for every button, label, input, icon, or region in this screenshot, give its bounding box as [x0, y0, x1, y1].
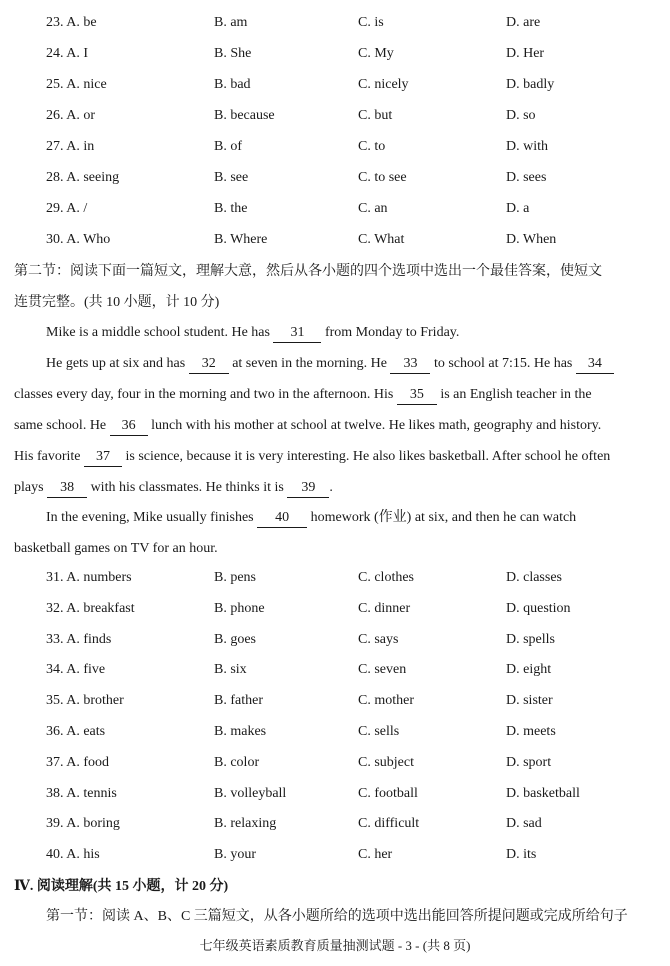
question-29-options — [0, 199, 670, 219]
option-c: C. dinner — [358, 600, 411, 616]
option-a: 35. A. brother — [46, 693, 124, 709]
blank-31: 31 — [273, 324, 321, 343]
option-a: 34. A. five — [46, 662, 106, 678]
question-28-options — [0, 168, 670, 188]
option-d: D. eight — [506, 662, 552, 678]
question-30-options — [0, 230, 670, 250]
option-c: C. clothes — [358, 570, 414, 585]
passage-text: at seven in the morning. He — [232, 356, 387, 371]
passage-text: . — [329, 480, 333, 495]
passage-line-1 — [46, 323, 656, 343]
option-b: B. goes — [214, 631, 256, 647]
option-a: 27. A. in — [46, 139, 95, 154]
option-d: D. classes — [506, 570, 562, 585]
question-23-options — [0, 13, 670, 33]
option-d: D. sees — [506, 170, 547, 185]
option-a: 39. A. boring — [46, 816, 120, 832]
option-a: 40. A. his — [46, 847, 100, 863]
passage-text: In the evening, Mike usually finishes — [46, 510, 254, 525]
option-a: 28. A. seeing — [46, 170, 120, 185]
option-b: B. bad — [214, 77, 251, 92]
passage-text: to school at 7:15. He has — [433, 356, 573, 371]
section4-heading: Ⅳ. 阅读理解(共 15 小题，计 20 分) — [14, 879, 229, 894]
option-d: D. sister — [506, 693, 553, 709]
question-26-options — [0, 106, 670, 126]
option-a: 32. A. breakfast — [46, 600, 135, 616]
option-b: B. volleyball — [214, 785, 287, 801]
option-d: D. meets — [506, 724, 556, 739]
option-a: 25. A. nice — [46, 77, 107, 92]
option-d: D. spells — [506, 631, 555, 647]
option-a: 23. A. be — [46, 15, 97, 30]
passage-line-6 — [14, 478, 656, 498]
option-d: D. with — [506, 139, 548, 154]
option-c: C. difficult — [358, 816, 420, 832]
question-24-options — [0, 44, 670, 64]
blank-38: 38 — [47, 479, 87, 498]
passage-text: His favorite — [14, 449, 81, 464]
option-b: B. Where — [214, 232, 268, 247]
question-32-options — [0, 599, 670, 619]
option-b: B. relaxing — [214, 816, 277, 832]
option-d: D. a — [506, 201, 530, 216]
option-c: C. football — [358, 785, 418, 801]
option-a: 29. A. / — [46, 201, 88, 216]
passage-line-3 — [14, 385, 656, 405]
option-c: C. says — [358, 631, 399, 647]
option-b: B. color — [214, 754, 260, 770]
section4-subheading: 第一节：阅读 A、B、C 三篇短文，从各小题所给的选项中选出能回答所提问题或完成所给句子 — [46, 909, 628, 924]
option-a: 36. A. eats — [46, 724, 106, 739]
option-c: C. nicely — [358, 77, 409, 92]
passage-text: classes every day, four in the morning and two in the afternoon. His — [14, 387, 394, 402]
option-c: C. her — [358, 847, 393, 863]
passage-text: same school. He — [14, 418, 107, 433]
option-b: B. six — [214, 662, 247, 678]
passage-text: with his classmates. He thinks it is — [90, 480, 284, 495]
option-a: 37. A. food — [46, 754, 109, 770]
passage-text: He gets up at six and has — [46, 356, 186, 371]
passage-text: homework (作业) at six, and then he can watch — [310, 510, 577, 525]
question-39-options — [0, 814, 670, 834]
question-27-options — [0, 137, 670, 157]
option-d: D. its — [506, 847, 537, 863]
option-b: B. am — [214, 15, 248, 30]
option-b: B. your — [214, 847, 256, 863]
question-38-options — [0, 784, 670, 804]
option-b: B. She — [214, 46, 252, 61]
passage-text: plays — [14, 480, 44, 495]
option-b: B. father — [214, 693, 263, 709]
option-b: B. phone — [214, 600, 265, 616]
option-b: B. pens — [214, 570, 256, 585]
passage-line-5 — [14, 447, 656, 467]
passage-line-7 — [46, 508, 656, 528]
section2-instruction-line2: 连贯完整。(共 10 小题，计 10 分) — [14, 295, 220, 310]
option-a: 38. A. tennis — [46, 785, 117, 801]
question-36-options — [0, 722, 670, 742]
passage-text: is science, because it is very interesting. He also likes basketball. After school he often — [125, 449, 611, 464]
option-a: 33. A. finds — [46, 631, 112, 647]
option-b: B. because — [214, 108, 275, 123]
option-c: C. What — [358, 232, 405, 247]
page-footer: 七年级英语素质教育质量抽测试题 - 3 - (共 8 页) — [199, 938, 471, 953]
question-34-options — [0, 660, 670, 680]
question-33-options — [0, 630, 670, 650]
option-d: D. question — [506, 600, 571, 616]
option-d: D. badly — [506, 77, 555, 92]
passage-text: Mike is a middle school student. He has — [46, 325, 270, 340]
option-b: B. makes — [214, 724, 267, 739]
blank-34: 34 — [576, 355, 614, 374]
option-c: C. sells — [358, 724, 400, 739]
passage-text: is an English teacher in the — [440, 387, 592, 402]
blank-36: 36 — [110, 417, 148, 436]
option-a: 24. A. I — [46, 46, 88, 61]
option-d: D. Her — [506, 46, 545, 61]
blank-40: 40 — [257, 509, 307, 528]
question-31-options — [0, 568, 670, 588]
option-c: C. to see — [358, 170, 407, 185]
option-b: B. see — [214, 170, 249, 185]
option-c: C. My — [358, 46, 394, 61]
option-b: B. the — [214, 201, 248, 216]
question-35-options — [0, 691, 670, 711]
passage-text: lunch with his mother at school at twelve. He likes math, geography and history. — [151, 418, 602, 433]
option-d: D. sad — [506, 816, 542, 832]
option-c: C. subject — [358, 754, 414, 770]
option-c: C. but — [358, 108, 393, 123]
section2-instruction-line1: 第二节：阅读下面一篇短文，理解大意，然后从各小题的四个选项中选出一个最佳答案，使短文 — [14, 264, 602, 279]
option-d: D. When — [506, 232, 557, 247]
option-c: C. mother — [358, 693, 414, 709]
passage-line-4 — [14, 416, 656, 436]
passage-line-8: basketball games on TV for an hour. — [14, 541, 218, 556]
option-d: D. basketball — [506, 785, 580, 801]
option-d: D. so — [506, 108, 536, 123]
option-a: 31. A. numbers — [46, 570, 132, 585]
passage-text: from Monday to Friday. — [324, 325, 460, 340]
option-c: C. to — [358, 139, 386, 154]
blank-39: 39 — [287, 479, 329, 498]
option-a: 30. A. Who — [46, 232, 111, 247]
question-25-options — [0, 75, 670, 95]
question-40-options — [0, 845, 670, 865]
question-37-options — [0, 753, 670, 773]
passage-line-2 — [46, 354, 656, 374]
option-b: B. of — [214, 139, 242, 154]
option-a: 26. A. or — [46, 108, 95, 123]
blank-35: 35 — [397, 386, 437, 405]
option-c: C. an — [358, 201, 388, 216]
blank-32: 32 — [189, 355, 229, 374]
blank-33: 33 — [390, 355, 430, 374]
option-c: C. is — [358, 15, 384, 30]
option-c: C. seven — [358, 662, 407, 678]
option-d: D. sport — [506, 754, 552, 770]
option-d: D. are — [506, 15, 541, 30]
blank-37: 37 — [84, 448, 122, 467]
